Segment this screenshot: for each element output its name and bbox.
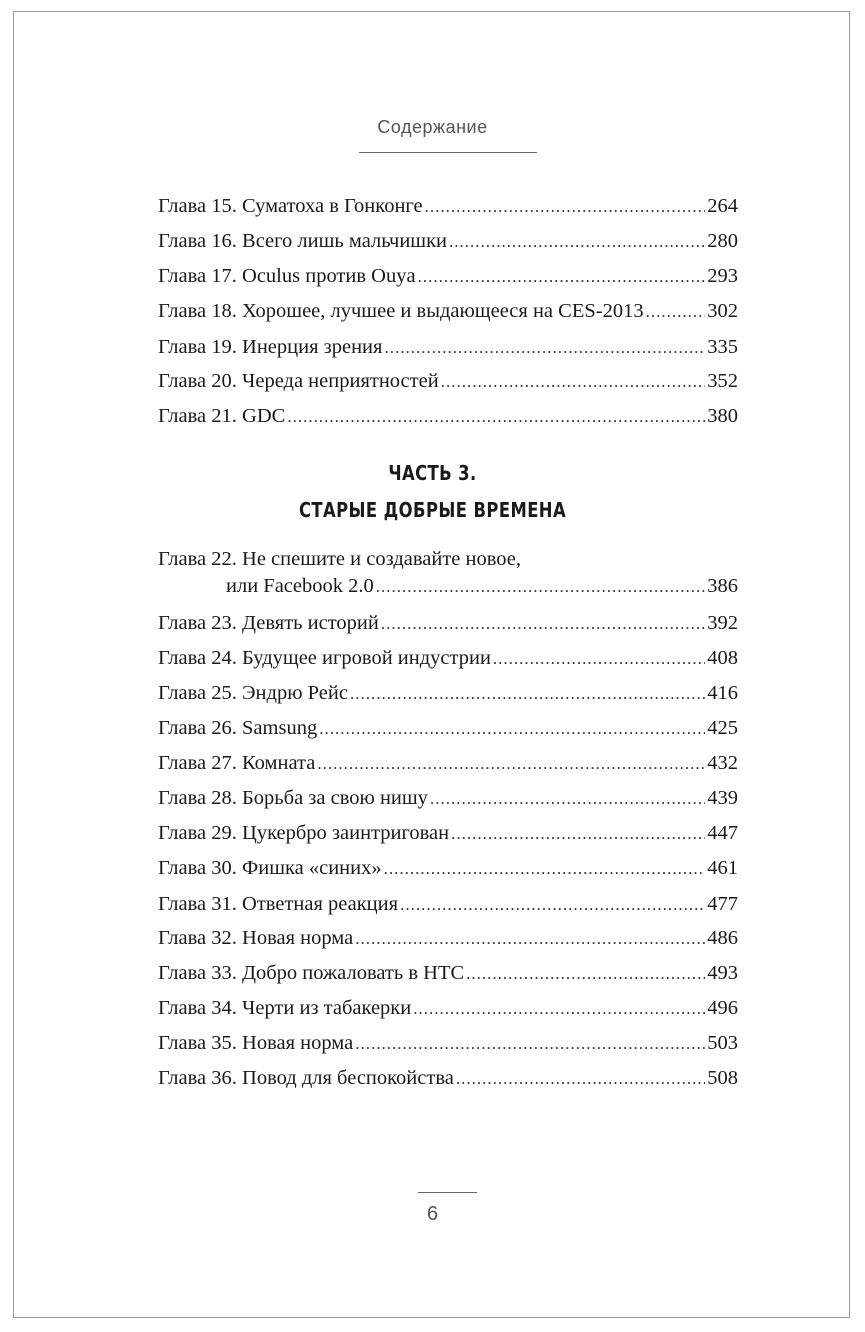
toc-entry-page: 392 bbox=[707, 612, 738, 634]
toc-entry-title-continued: или Facebook 2.0 bbox=[226, 575, 374, 597]
dot-leader bbox=[376, 577, 706, 597]
toc-entry-title: Глава 26. Samsung bbox=[158, 717, 318, 739]
page-number: 6 bbox=[426, 1203, 439, 1225]
footer-rule bbox=[418, 1192, 477, 1193]
header-rule bbox=[359, 152, 537, 153]
toc-entry-page: 408 bbox=[707, 647, 738, 669]
toc-entry bbox=[158, 893, 738, 923]
toc-entry-title: Глава 34. Черти из табакерки bbox=[158, 997, 412, 1019]
toc-entry-page: 264 bbox=[707, 195, 738, 217]
toc-entry-page: 496 bbox=[707, 997, 738, 1019]
toc-entry-title: Глава 29. Цукербро заинтригован bbox=[158, 822, 450, 844]
toc-entry bbox=[158, 787, 738, 817]
dot-leader bbox=[384, 338, 705, 358]
toc-entry-page: 461 bbox=[707, 857, 738, 879]
toc-entry-page: 508 bbox=[707, 1067, 738, 1089]
toc-entry-page: 439 bbox=[707, 787, 738, 809]
toc-entry-page: 493 bbox=[707, 962, 738, 984]
dot-leader bbox=[430, 789, 705, 809]
toc-entry-title: Глава 23. Девять историй bbox=[158, 612, 379, 634]
toc-entry bbox=[158, 300, 738, 330]
toc-entry-page: 280 bbox=[707, 230, 738, 252]
dot-leader bbox=[355, 929, 705, 949]
dot-leader bbox=[456, 1069, 705, 1089]
toc-entry-title: Глава 16. Всего лишь мальчишки bbox=[158, 230, 448, 252]
toc-entry bbox=[226, 575, 738, 605]
toc-entry-title: Глава 18. Хорошее, лучшее и выдающееся на CES-2013 bbox=[158, 300, 644, 322]
toc-entry-title: Глава 27. Комната bbox=[158, 752, 316, 774]
toc-entry-page: 486 bbox=[707, 927, 738, 949]
toc-entry bbox=[158, 647, 738, 677]
toc-entry-page: 432 bbox=[707, 752, 738, 774]
toc-entry bbox=[158, 405, 738, 435]
dot-leader bbox=[287, 407, 705, 427]
dot-leader bbox=[449, 232, 705, 252]
toc-entry-page: 302 bbox=[707, 300, 738, 322]
toc-entry bbox=[158, 997, 738, 1027]
toc-entry-page: 352 bbox=[707, 370, 738, 392]
dot-leader bbox=[355, 1034, 705, 1054]
dot-leader bbox=[319, 719, 705, 739]
toc-entry-page: 335 bbox=[707, 336, 738, 358]
toc-entry-title: Глава 28. Борьба за свою нишу bbox=[158, 787, 428, 809]
toc-entry-title: Глава 36. Повод для беспокойства bbox=[158, 1067, 454, 1089]
toc-entry-title: Глава 21. GDC bbox=[158, 405, 286, 427]
toc-entry-title: Глава 15. Суматоха в Гонконге bbox=[158, 195, 423, 217]
toc-entry bbox=[158, 612, 738, 642]
toc-entry bbox=[158, 717, 738, 747]
toc-entry bbox=[158, 752, 738, 782]
running-head: Содержание bbox=[377, 117, 488, 137]
toc-entry-page: 425 bbox=[707, 717, 738, 739]
toc-entry-page: 477 bbox=[707, 893, 738, 915]
toc-entry bbox=[158, 195, 738, 225]
toc-entry bbox=[158, 962, 738, 992]
toc-entry-title: Глава 19. Инерция зрения bbox=[158, 336, 383, 358]
dot-leader bbox=[493, 649, 705, 669]
dot-leader bbox=[384, 859, 706, 879]
toc-entry-title: Глава 35. Новая норма bbox=[158, 1032, 354, 1054]
toc-entry-page: 503 bbox=[707, 1032, 738, 1054]
part-heading-title: СТАРЫЕ ДОБРЫЕ ВРЕМЕНА bbox=[298, 498, 567, 522]
dot-leader bbox=[381, 614, 705, 634]
dot-leader bbox=[350, 684, 705, 704]
toc-entry bbox=[158, 857, 738, 887]
dot-leader bbox=[418, 267, 706, 287]
dot-leader bbox=[451, 824, 705, 844]
dot-leader bbox=[646, 302, 706, 322]
toc-entry-page: 447 bbox=[707, 822, 738, 844]
toc-entry-title: Глава 32. Новая норма bbox=[158, 927, 354, 949]
toc-entry bbox=[158, 1032, 738, 1062]
toc-entry-page: 380 bbox=[707, 405, 738, 427]
toc-entry-title: Глава 24. Будущее игровой индустрии bbox=[158, 647, 491, 669]
toc-entry-title: Глава 30. Фишка «синих» bbox=[158, 857, 382, 879]
part-heading-number: ЧАСТЬ 3. bbox=[388, 461, 477, 485]
toc-entry-title: Глава 25. Эндрю Рейс bbox=[158, 682, 348, 704]
toc-entry-title: Глава 33. Добро пожаловать в HTC bbox=[158, 962, 465, 984]
dot-leader bbox=[466, 964, 705, 984]
dot-leader bbox=[413, 999, 705, 1019]
toc-entry bbox=[158, 927, 738, 957]
toc-entry bbox=[158, 822, 738, 852]
toc-entry-title: Глава 17. Oculus против Ouya bbox=[158, 265, 416, 287]
toc-entry-title: Глава 20. Череда неприятностей bbox=[158, 370, 439, 392]
toc-entry-page: 416 bbox=[707, 682, 738, 704]
dot-leader bbox=[425, 197, 706, 217]
toc-entry bbox=[158, 1067, 738, 1097]
toc-entry bbox=[158, 682, 738, 712]
toc-entry-title: Глава 31. Ответная реакция bbox=[158, 893, 399, 915]
toc-entry-page: 386 bbox=[707, 575, 738, 597]
dot-leader bbox=[400, 895, 705, 915]
dot-leader bbox=[441, 372, 706, 392]
dot-leader bbox=[317, 754, 705, 774]
toc-entry bbox=[158, 265, 738, 295]
toc-entry-title: Глава 22. Не спешите и создавайте новое, bbox=[158, 548, 522, 570]
toc-entry bbox=[158, 370, 738, 400]
toc-entry-page: 293 bbox=[707, 265, 738, 287]
toc-entry bbox=[158, 336, 738, 366]
toc-entry bbox=[158, 230, 738, 260]
